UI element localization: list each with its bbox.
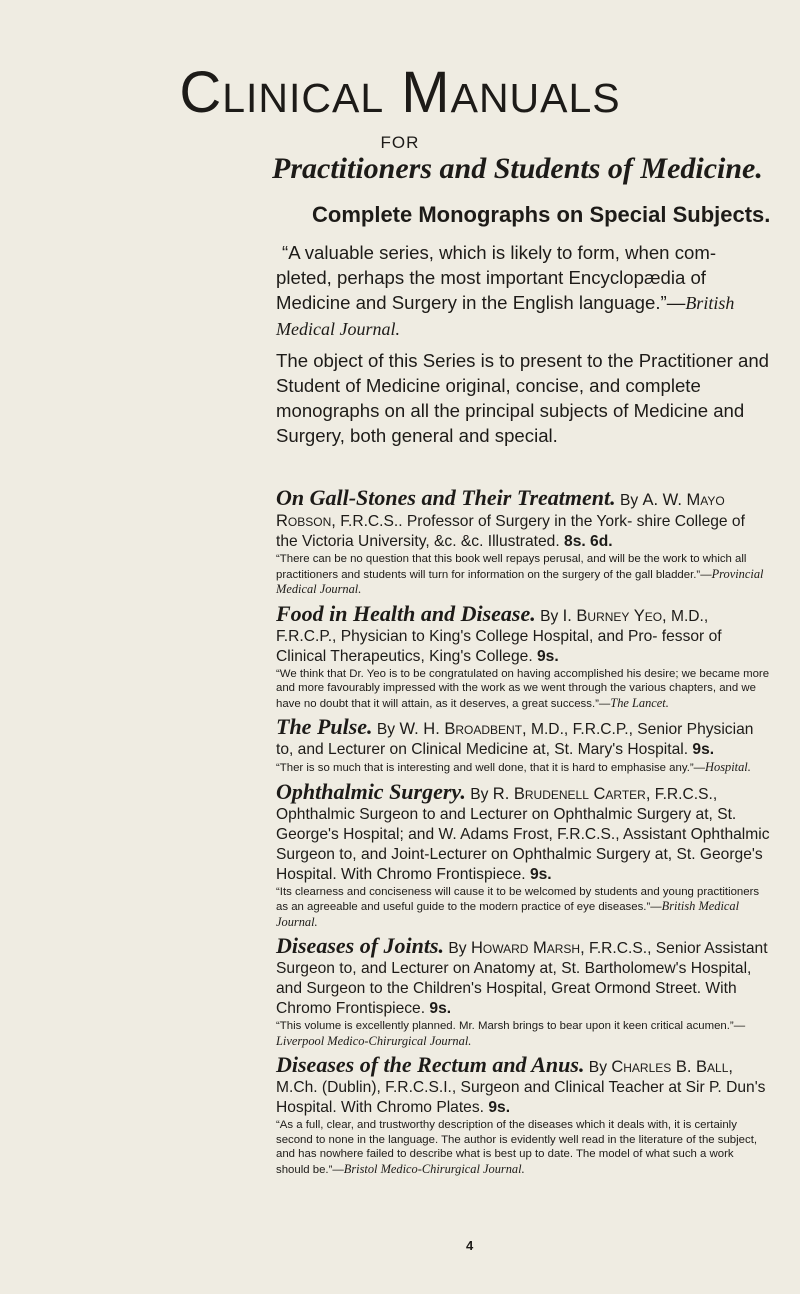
book-entry	[276, 714, 770, 776]
book-author: Charles B. Ball,	[611, 1058, 733, 1076]
book-by: By	[448, 940, 467, 957]
review-source: The Lancet.	[610, 695, 669, 710]
series-title: Clinical Manuals	[179, 60, 621, 125]
press-quote	[276, 240, 770, 342]
review-text: “This volume is excellently planned. Mr. Marsh brings to bear upon it keen critical acumen.”—	[276, 1020, 746, 1032]
book-title: Ophthalmic Surgery.	[276, 778, 466, 804]
review-source: Hospital.	[705, 760, 751, 774]
book-review	[276, 885, 770, 931]
book-by: By	[470, 785, 489, 803]
book-price: 9s.	[529, 865, 552, 883]
book-entry	[276, 485, 770, 598]
book-entry	[276, 1052, 770, 1177]
book-author: A. W. Mayo Robson,	[276, 491, 725, 530]
intro-paragraph: The object of this Series is to present to the Practitioner and Student of Medicine original, concise, and complete monographs on all the principal subjects of Medicine and Surgery, both general and special.	[276, 350, 769, 446]
book-details: F.R.C.S., Senior Assistant Surgeon to, and Lecturer on Anatomy at, St. Bartholomew's Hospital, and Surgeon to the Children's Hospital, Great Ormond Street. With Chromo Frontispiece.	[276, 940, 768, 1017]
review-source: Bristol Medico-Chirurgical Journal.	[343, 1161, 525, 1176]
series-tagline: Complete Monographs on Special Subjects.	[312, 202, 771, 227]
press-quote-text: “A valuable series, which is likely to form, when com- pleted, perhaps the most important Encyclopædia of Medicine and Surgery in the English language.”—	[276, 242, 717, 313]
book-details: M.D., F.R.C.P., Physician to King's College Hospital, and Pro- fessor of Clinical Therapeutics, King's College.	[276, 607, 722, 665]
book-author: Howard Marsh,	[470, 939, 585, 957]
book-price: 8s. 6d.	[564, 533, 613, 550]
book-author: W. H. Broadbent,	[399, 720, 527, 738]
book-price: 9s.	[537, 647, 559, 665]
book-review	[276, 552, 770, 598]
book-details: F.R.C.S.. Professor of Surgery in the York- shire College of the Victoria University, &c. &c. Illustrated.	[276, 513, 745, 550]
book-by: By	[619, 492, 639, 509]
review-source: Provincial Medical Journal.	[276, 566, 764, 596]
review-text: “There can be no question that this book well repays perusal, and will be the work to which all practitioners and students will turn for information on the surgery of the gall bladder.”—	[276, 553, 747, 581]
book-title: Food in Health and Disease.	[276, 600, 536, 626]
book-list	[276, 485, 770, 1183]
press-quote-source: British Medical Journal.	[276, 293, 735, 339]
book-review	[276, 1118, 770, 1177]
book-by: By	[588, 1059, 607, 1076]
page-number: 4	[466, 1238, 474, 1253]
book-details: F.R.C.S., Ophthalmic Surgeon to and Lecturer on Ophthalmic Surgery at, St. George's Hospital; and W. Adams Frost, F.R.C.S., Assistant Ophthalmic Surgeon to, and Joint-Lecturer on Ophthalmic Surgery at, St. George's Hospital. With Chromo Frontispiece.	[276, 785, 770, 883]
book-by: By	[376, 721, 396, 738]
book-review	[276, 667, 770, 712]
book-title: Diseases of the Rectum and Anus.	[276, 1052, 585, 1077]
book-price: 9s.	[692, 741, 715, 758]
book-entry	[276, 600, 770, 712]
book-entry	[276, 933, 770, 1049]
review-source: Liverpool Medico-Chirurgical Journal.	[276, 1033, 472, 1048]
book-title: On Gall-Stones and Their Treatment.	[276, 485, 616, 510]
book-title: The Pulse.	[276, 714, 373, 739]
review-text: “We think that Dr. Yeo is to be congratulated on having accomplished his desire; we became more and more favourably impressed with the work as we went through the various chapters, and we have no doubt that it will attain, as it deserves, a great success.”—	[276, 667, 770, 710]
book-price: 9s.	[429, 1000, 452, 1017]
book-details: M.D., F.R.C.P., Senior Physician to, and Lecturer on Clinical Medicine at, St. Mary's Hospital.	[276, 721, 754, 758]
book-author: I. Burney Yeo,	[562, 606, 667, 625]
book-price: 9s.	[488, 1099, 511, 1116]
for-label: FOR	[380, 133, 420, 152]
book-title: Diseases of Joints.	[276, 933, 445, 958]
book-by: By	[540, 607, 559, 625]
book-review	[276, 760, 770, 776]
series-subtitle: Practitioners and Students of Medicine.	[272, 152, 763, 185]
review-text: “Ther is so much that is interesting and well done, that it is hard to emphasise any.”—	[276, 762, 706, 774]
book-review	[276, 1019, 770, 1049]
book-details: M.Ch. (Dublin), F.R.C.S.I., Surgeon and Clinical Teacher at Sir P. Dun's Hospital. With Chromo Plates.	[276, 1079, 766, 1116]
book-author: R. Brudenell Carter,	[492, 784, 651, 803]
review-source: British Medical Journal.	[276, 899, 740, 929]
review-text: “As a full, clear, and trustworthy description of the diseases which it deals with, it is certainly second to none in the language. The author is evidently well read in the literature of the subject, and has nowhere failed to describe what is best up to date. The model of what such a work should be.”—	[276, 1119, 758, 1176]
review-text: “Its clearness and conciseness will cause it to be welcomed by students and young practitioners as an agreeable and useful guide to the modern practice of eye diseases.”—	[276, 885, 760, 913]
book-entry	[276, 778, 770, 931]
